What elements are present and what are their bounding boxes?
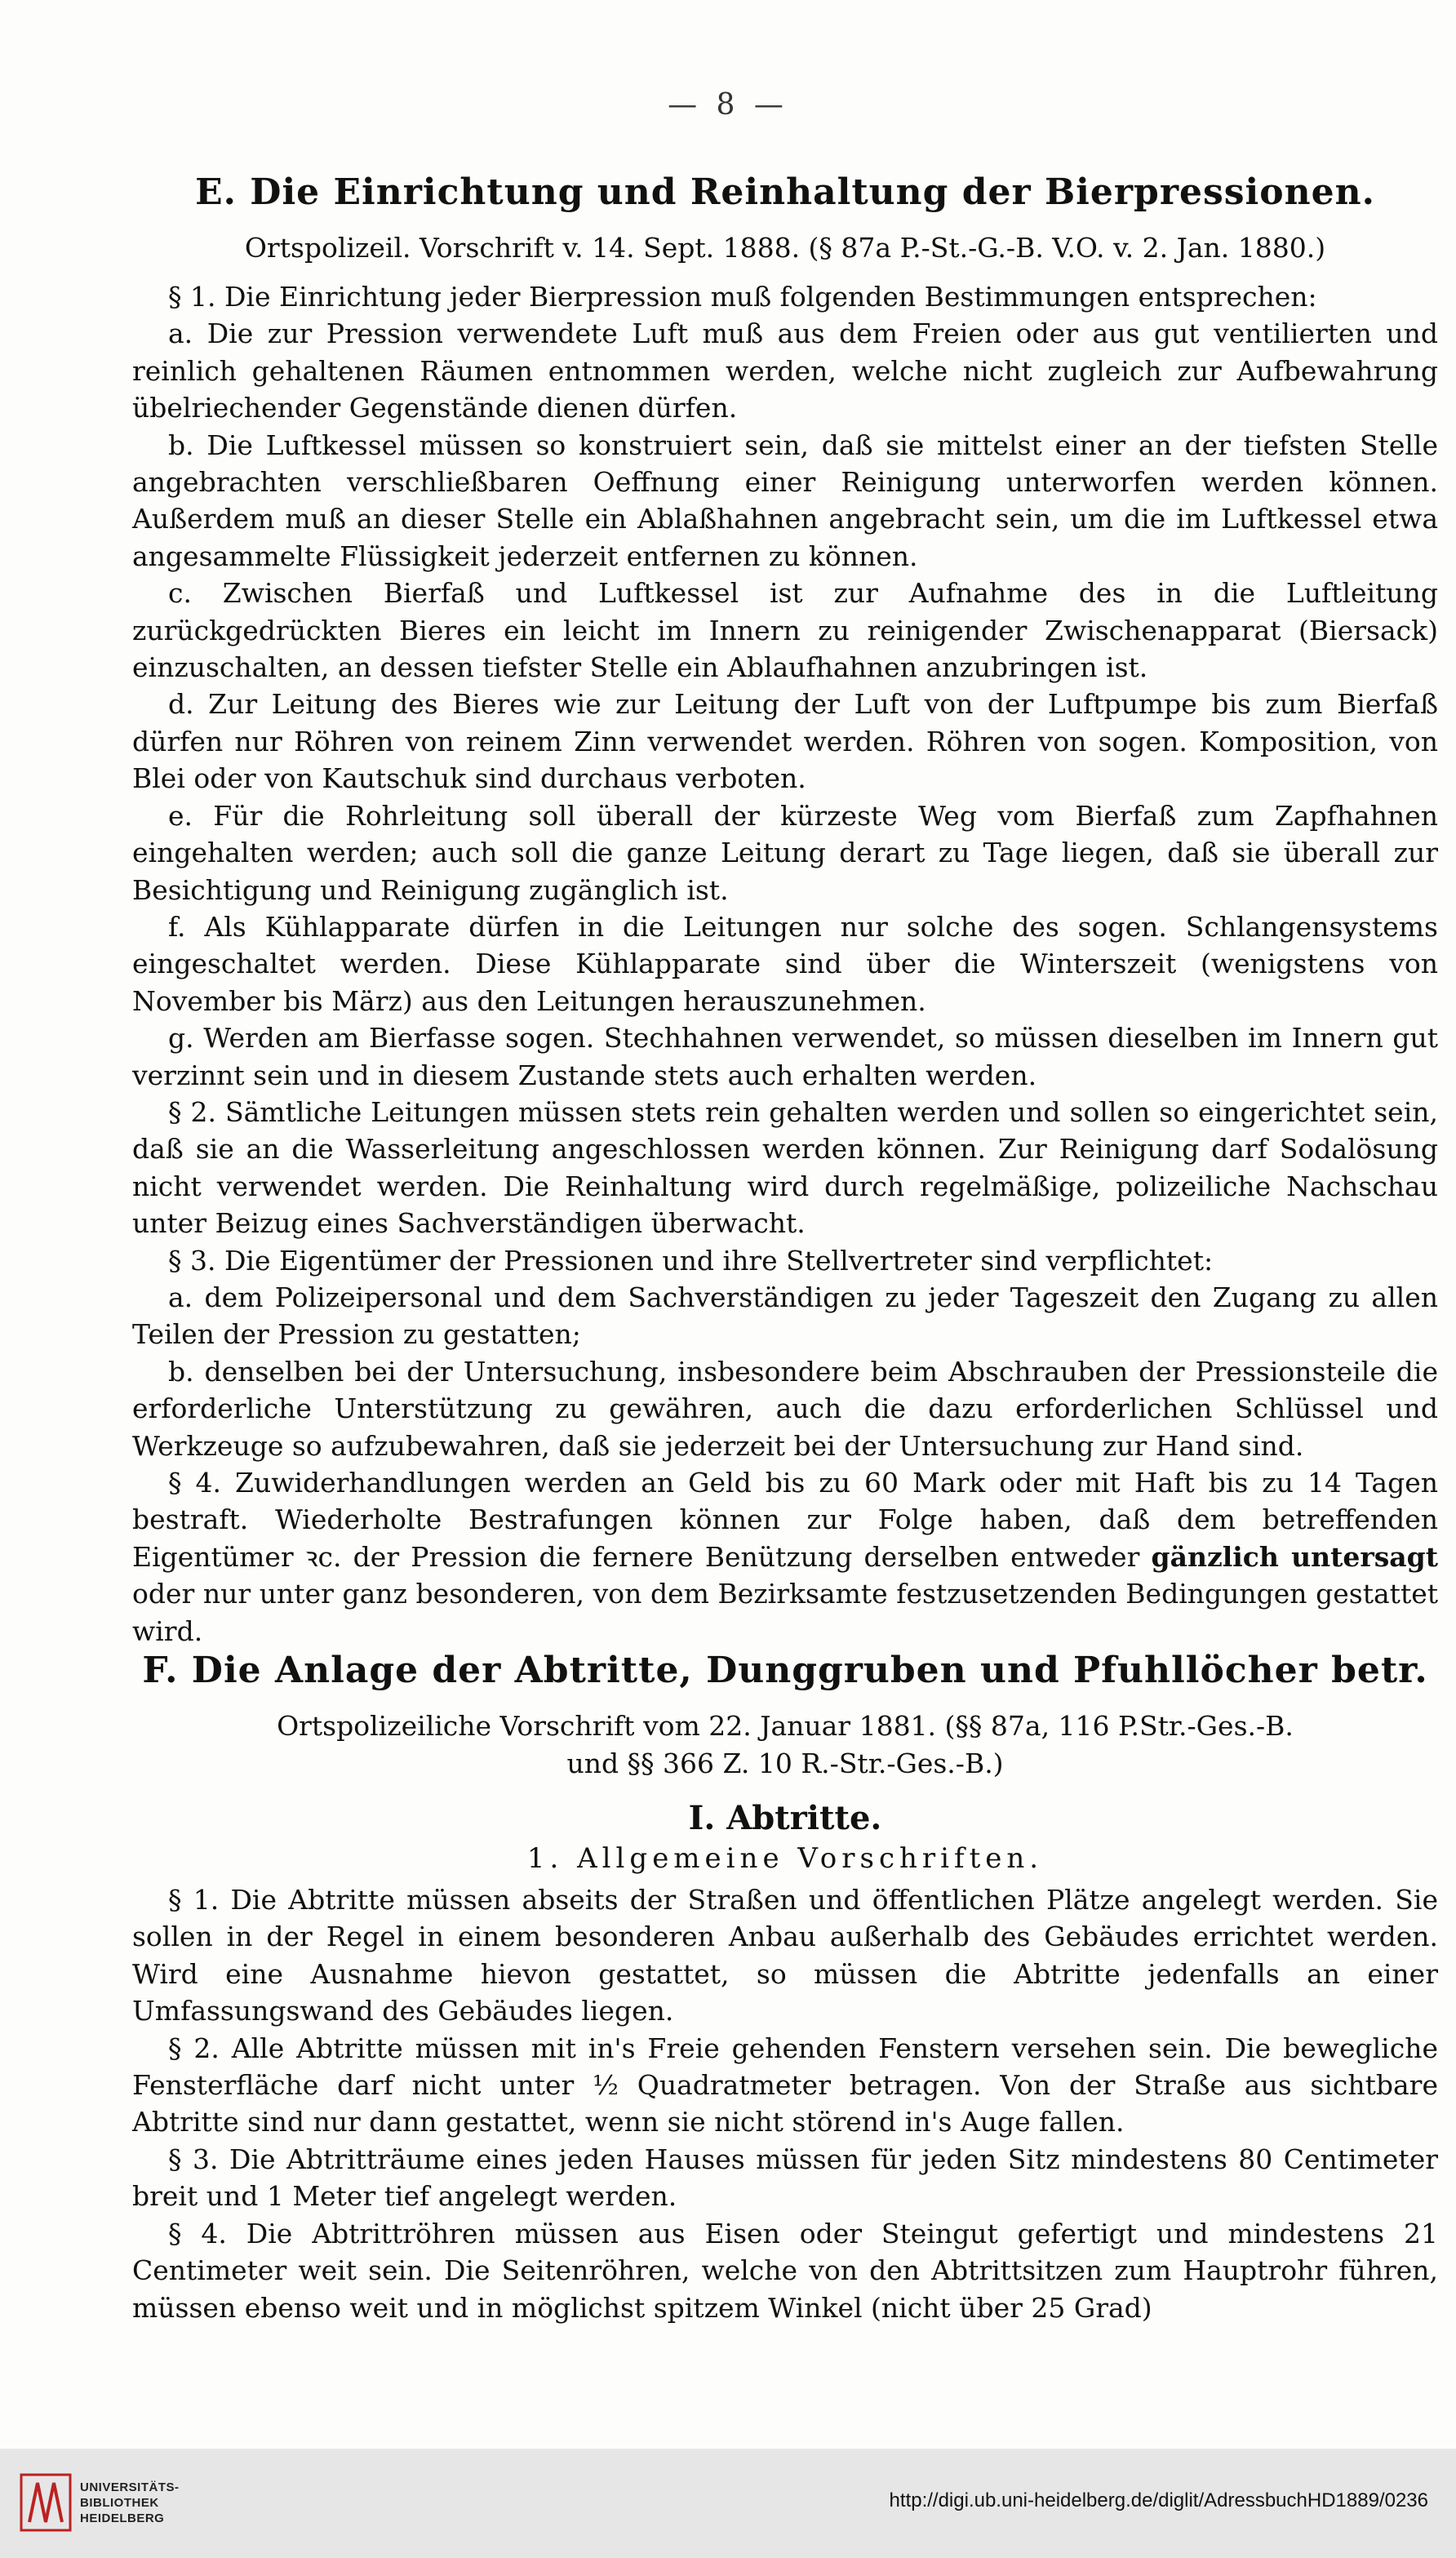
paragraph: § 3. Die Eigentümer der Pressionen und ihre Stellvertreter sind verpflichtet:	[168, 1244, 1214, 1277]
paragraph: § 1. Die Einrichtung jeder Bierpression muß folgenden Bestimmungen entsprechen:	[168, 281, 1317, 313]
paragraph: c. Zwischen Bierfaß und Luftkessel ist zur Aufnahme des in die Luftleitung zurückgedrückten Bieres ein leicht im Innern zu reinigender Zwischenapparat (Biersack) einzuschalten, an dessen tiefster Stelle ein Ablaufhahnen anzubringen ist.	[132, 577, 1438, 684]
paragraph: a. dem Polizeipersonal und dem Sachverständigen zu jeder Tageszeit den Zugang zu allen Teilen der Pression zu gestatten;	[132, 1281, 1438, 1351]
source-url-link[interactable]: http://digi.ub.uni-heidelberg.de/diglit/AdressbuchHD1889/0236	[889, 2489, 1428, 2511]
library-name-line: UNIVERSITÄTS-	[80, 2480, 180, 2494]
paragraph: e. Für die Rohrleitung soll überall der kürzeste Weg vom Bierfaß zum Zapfhahnen eingehalten werden; auch soll die ganze Leitung derart zu Tage liegen, daß sie überall zur Besichtigung und Reinigung zugänglich ist.	[132, 799, 1438, 906]
page-content	[132, 171, 1438, 2326]
paragraph: f. Als Kühlapparate dürfen in die Leitungen nur solche des sogen. Schlangensystems eingeschaltet werden. Diese Kühlapparate sind über die Winterszeit (wenigstens von November bis März) aus den Leitungen herauszunehmen.	[132, 910, 1438, 1017]
paragraph: b. denselben bei der Untersuchung, insbesondere beim Abschrauben der Pressionsteile die erforderliche Unterstützung zu gewähren, auch die dazu erforderlichen Schlüssel und Werkzeuge so aufzubewahren, daß sie jederzeit bei der Untersuchung zur Hand sind.	[132, 1355, 1438, 1462]
library-name-line: BIBLIOTHEK	[80, 2496, 159, 2510]
section-f-citation	[132, 1708, 1438, 1783]
emphasized-text: gänzlich untersagt	[1151, 1540, 1438, 1573]
library-name	[80, 2480, 180, 2526]
paragraph: § 3. Die Abtritträume eines jeden Hauses müssen für jeden Sitz mindestens 80 Centimeter breit und 1 Meter tief angelegt werden.	[132, 2143, 1438, 2213]
citation-line: Ortspolizeiliche Vorschrift vom 22. Januar 1881. (§§ 87a, 116 P.Str.-Ges.-B.	[277, 1710, 1294, 1743]
section-e-citation: Ortspolizeil. Vorschrift v. 14. Sept. 1888. (§ 87a P.-St.-G.-B. V.O. v. 2. Jan. 1880.)	[244, 232, 1326, 264]
paragraph: § 4. Die Abtrittröhren müssen aus Eisen oder Steingut gefertigt und mindestens 21 Centimeter weit sein. Die Seitenröhren, welche von den Abtrittsitzen zum Hauptrohr führen, müssen ebenso weit und in möglichst spitzem Winkel (nicht über 25 Grad)	[132, 2217, 1438, 2324]
paragraph: § 2. Sämtliche Leitungen müssen stets rein gehalten werden und sollen so eingerichtet sein, daß sie an die Wasserleitung angeschlossen werden können. Zur Reinigung darf Sodalösung nicht verwendet werden. Die Reinhaltung wird durch regelmäßige, polizeiliche Nachschau unter Beizug eines Sachverständigen überwacht.	[132, 1095, 1438, 1240]
subsection-title: I. Abtritte.	[688, 1799, 882, 1838]
paragraph-text: oder nur unter ganz besonderen, von dem Bezirksamte festzusetzenden Bedingungen gestattet wird.	[132, 1578, 1438, 1647]
library-name-line: HEIDELBERG	[80, 2511, 165, 2525]
university-library-logo-icon	[18, 2470, 73, 2535]
paragraph-section-4	[132, 1464, 1438, 1650]
paragraph: § 2. Alle Abtritte müssen mit in's Freie gehenden Fenstern versehen sein. Die bewegliche Fensterfläche darf nicht unter ½ Quadratmeter betragen. Von der Straße aus sichtbare Abtritte sind nur dann gestattet, wenn sie nicht störend in's Auge fallen.	[132, 2032, 1438, 2138]
citation-line: und §§ 366 Z. 10 R.-Str.-Ges.-B.)	[566, 1748, 1004, 1780]
paragraph: d. Zur Leitung des Bieres wie zur Leitung der Luft von der Luftpumpe bis zum Bierfaß dürfen nur Röhren von reinem Zinn verwendet werden. Röhren von sogen. Komposition, von Blei oder von Kautschuk sind durchaus verboten.	[132, 688, 1438, 795]
paragraph-text: § 4. Zuwiderhandlungen werden an Geld bis zu 60 Mark oder mit Haft bis zu 14 Tagen bestraft. Wiederholte Bestrafungen können zur Folge haben, daß dem betreffenden Eigentümer ꝛc. der Pression die fernere Benützung derselben entweder	[132, 1467, 1438, 1573]
page-number: — 8 —	[668, 88, 788, 122]
paragraph: b. Die Luftkessel müssen so konstruiert sein, daß sie mittelst einer an der tiefsten Stelle angebrachten verschließbaren Oeffnung einer Reinigung unterworfen werden können. Außerdem muß an dieser Stelle ein Ablaßhahnen angebracht sein, um die im Luftkessel etwa angesammelte Flüssigkeit jederzeit entfernen zu können.	[132, 429, 1438, 572]
paragraph: a. Die zur Pression verwendete Luft muß aus dem Freien oder aus gut ventilierten und reinlich gehaltenen Räumen entnommen werden, welche nicht zugleich zur Aufbewahrung übelriechender Gegenstände dienen dürfen.	[132, 318, 1438, 424]
paragraph: g. Werden am Bierfasse sogen. Stechhahnen verwendet, so müssen dieselben im Innern gut verzinnt sein und in diesem Zustande stets auch erhalten werden.	[132, 1022, 1438, 1091]
paragraph: § 1. Die Abtritte müssen abseits der Straßen und öffentlichen Plätze angelegt werden. Sie sollen in der Regel in einem besonderen Anbau außerhalb des Gebäudes errichtet werden. Wird eine Ausnahme hievon gestattet, so müssen die Abtritte jedenfalls an einer Umfassungswand des Gebäudes liegen.	[132, 1884, 1438, 2027]
section-e-title: E. Die Einrichtung und Reinhaltung der Bierpressionen.	[195, 171, 1375, 213]
section-f-title: F. Die Anlage der Abtritte, Dunggruben und Pfuhllöcher betr.	[142, 1650, 1428, 1692]
subsubsection-title: 1. Allgemeine Vorschriften.	[526, 1842, 1044, 1876]
footer-bar	[0, 2449, 1456, 2558]
